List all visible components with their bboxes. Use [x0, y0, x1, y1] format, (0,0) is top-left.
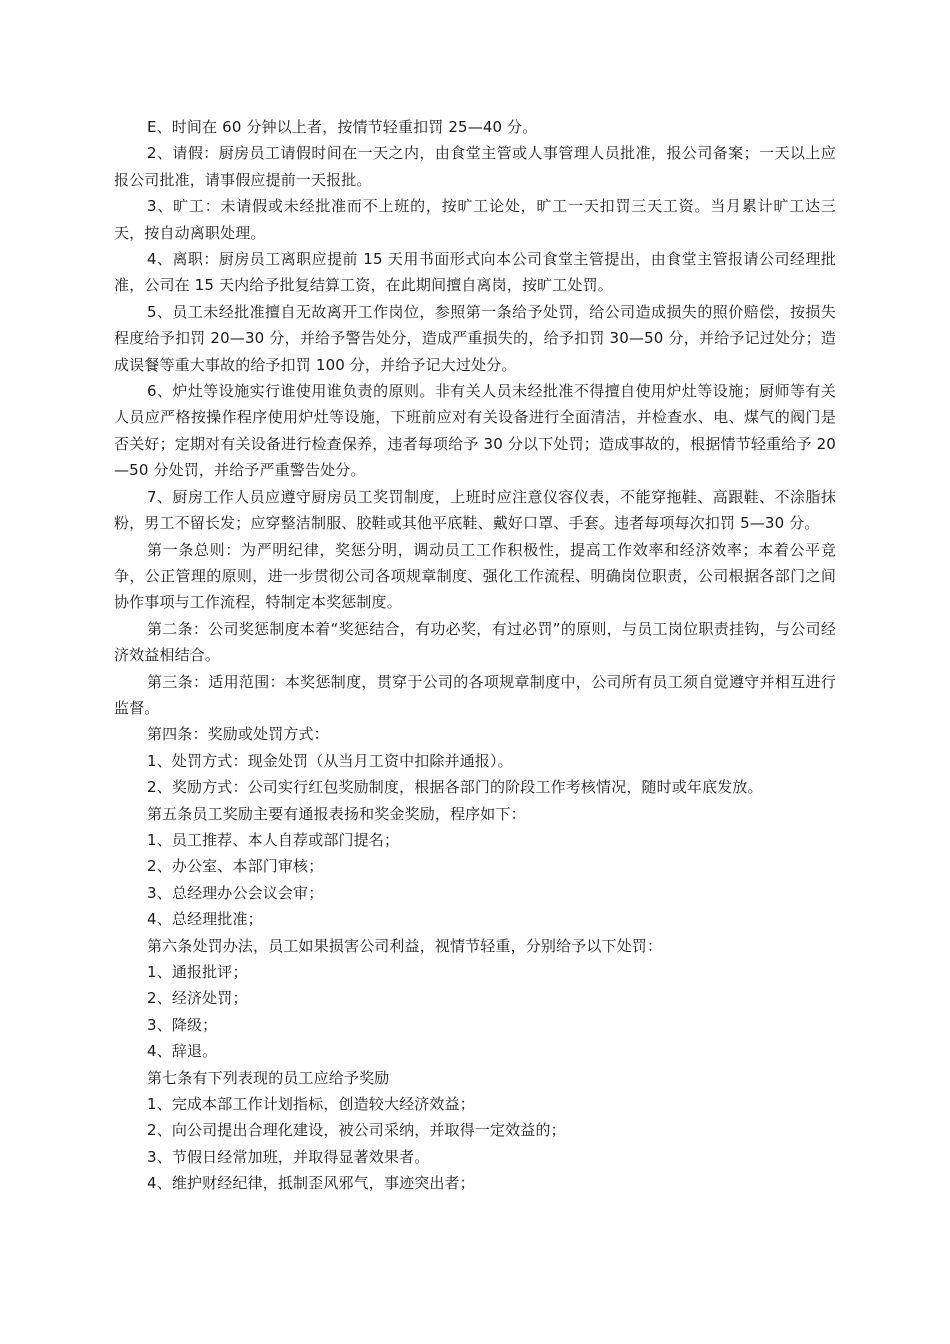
paragraph-resignation: 4、离职：厨房员工离职应提前 15 天用书面形式向本公司食堂主管提出，由食堂主管报请公司经理批准，公司在 15 天内给予批复结算工资，在此期间擅自离岗，按旷工处罚。	[114, 250, 836, 295]
paragraph-article-2: 第二条：公司奖惩制度本着“奖惩结合，有功必奖，有过必罚”的原则，与员工岗位职责挂钩，与公司经济效益相结合。	[114, 619, 836, 665]
list-item-reward-case-1: 1、完成本部工作计划指标，创造较大经济效益；	[147, 1095, 475, 1114]
list-item-penalty-3: 3、降级；	[147, 1015, 218, 1034]
list-item-penalty-4: 4、辞退。	[147, 1042, 218, 1061]
list-item-reward-step-4: 4、总经理批准；	[147, 910, 263, 929]
paragraph-absenteeism: 3、旷工：未请假或未经批准而不上班的，按旷工论处，旷工一天扣罚三天工资。当月累计旷工达三天，按自动离职处理。	[114, 197, 836, 242]
list-item-reward-step-2: 2、办公室、本部门审核；	[147, 857, 324, 876]
list-item-reward-step-1: 1、员工推荐、本人自荐或部门提名；	[147, 830, 400, 849]
paragraph-e-time-over-60: E、时间在 60 分钟以上者，按情节轻重扣罚 25—40 分。	[147, 118, 538, 136]
list-item-penalty-1: 1、通报批评；	[147, 963, 248, 981]
list-item-reward-step-3: 3、总经理办公会议会审；	[147, 883, 324, 902]
list-item-reward-case-3: 3、节假日经常加班，并取得显著效果者。	[147, 1147, 430, 1166]
paragraph-article-5-rewards: 第五条员工奖励主要有通报表扬和奖金奖励，程序如下：	[147, 804, 526, 823]
list-item-penalty-method: 1、处罚方式：现金处罚（从当月工资中扣除并通报）。	[147, 751, 513, 770]
paragraph-leave-request: 2、请假：厨房员工请假时间在一天之内，由食堂主管或人事管理人员批准，报公司备案；一天以上应报公司批准，请事假应提前一天报批。	[114, 144, 836, 189]
paragraph-article-3-scope: 第三条：适用范围：本奖惩制度，贯穿于公司的各项规章制度中，公司所有员工须自觉遵守并相互进行监督。	[114, 672, 836, 717]
document-page	[114, 114, 836, 1197]
paragraph-leaving-post: 5、员工未经批准擅自无故离开工作岗位，参照第一条给予处罚，给公司造成损失的照价赔偿，按损失程度给予扣罚 20—30 分，并给予警告处分，造成严重损失的，给予扣罚 30—50 分，并给予记过处分；造成误餐等重大事故的给予扣罚 100 分，并给予记大过处分。	[114, 302, 836, 374]
paragraph-stove-facilities: 6、炉灶等设施实行谁使用谁负责的原则。非有关人员未经批准不得擅自使用炉灶等设施；厨师等有关人员应严格按操作程序使用炉灶等设施，下班前应对有关设备进行全面清洁，并检查水、电、煤气的阀门是否关好；定期对有关设备进行检查保养，违者每项给予 30 分以下处罚；造成事故的，根据情节轻重给予 20—50 分处罚，并给予严重警告处分。	[114, 382, 836, 480]
list-item-reward-case-2: 2、向公司提出合理化建设，被公司采纳，并取得一定效益的；	[147, 1121, 566, 1140]
list-item-penalty-2: 2、经济处罚；	[147, 989, 248, 1008]
list-item-reward-case-4: 4、维护财经纪律，抵制歪风邪气，事迹突出者；	[147, 1174, 475, 1193]
paragraph-article-6-penalties: 第六条处罚办法，员工如果损害公司利益，视情节轻重，分别给予以下处罚：	[147, 936, 663, 955]
paragraph-article-7-reward-cases: 第七条有下列表现的员工应给予奖励	[147, 1068, 390, 1087]
paragraph-kitchen-dress-code: 7、厨房工作人员应遵守厨房员工奖罚制度，上班时应注意仪容仪表，不能穿拖鞋、高跟鞋、不涂脂抹粉，男工不留长发；应穿整洁制服、胶鞋或其他平底鞋、戴好口罩、手套。违者每项每次扣罚 5—30 分。	[114, 487, 836, 533]
paragraph-article-1-general: 第一条总则：为严明纪律，奖惩分明，调动员工工作积极性，提高工作效率和经济效率；本着公平竞争，公正管理的原则，进一步贯彻公司各项规章制度、强化工作流程、明确岗位职责，公司根据各部门之间协作事项与工作流程，特制定本奖惩制度。	[114, 540, 836, 612]
list-item-reward-method: 2、奖励方式：公司实行红包奖励制度，根据各部门的阶段工作考核情况，随时或年底发放。	[147, 778, 763, 797]
paragraph-article-4-methods: 第四条：奖励或处罚方式：	[147, 725, 329, 744]
